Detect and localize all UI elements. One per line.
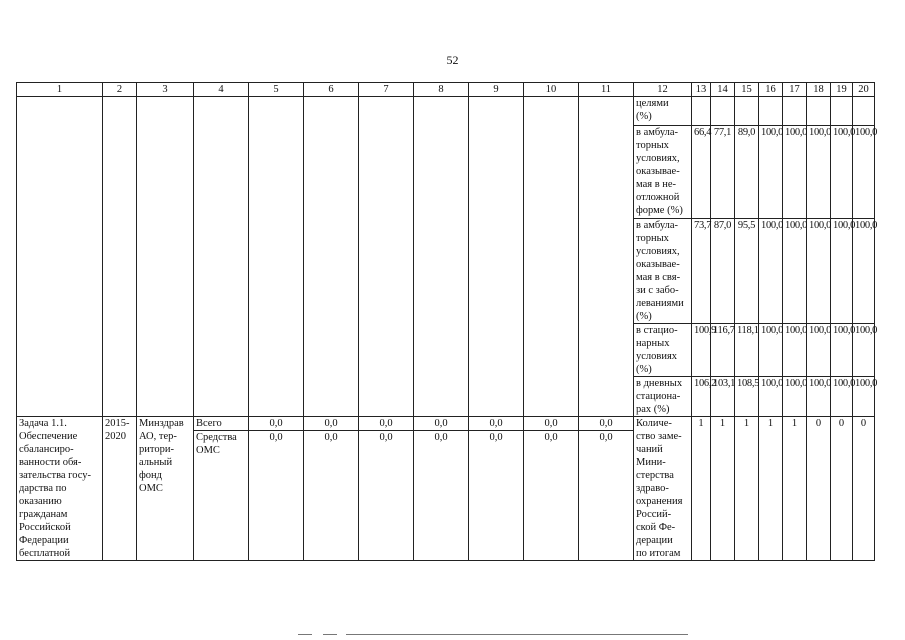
column-number: 15	[735, 83, 759, 97]
task-indicator-value: 0	[807, 417, 831, 561]
funding-value: 0,0	[469, 417, 524, 431]
indicator-value: 100,0	[759, 126, 783, 219]
task-indicator-value: 0	[853, 417, 875, 561]
indicator-label: целями (%)	[634, 97, 692, 126]
column-number: 8	[414, 83, 469, 97]
task-executor: Минздрав АО, тер- ритори- альный фонд ОМС	[137, 417, 194, 561]
indicator-value	[759, 97, 783, 126]
task-indicator-value: 1	[759, 417, 783, 561]
task-period: 2015- 2020	[103, 417, 137, 561]
column-number: 9	[469, 83, 524, 97]
column-number-row	[17, 83, 875, 97]
indicator-value: 100,0	[759, 377, 783, 417]
indicator-value: 100,0	[759, 219, 783, 324]
indicator-value	[807, 97, 831, 126]
column-number: 12	[634, 83, 692, 97]
funding-value: 0,0	[469, 431, 524, 561]
task-indicator-value: 0	[831, 417, 853, 561]
indicator-value: 100,0	[853, 377, 875, 417]
indicator-value: 100,0	[853, 126, 875, 219]
funding-value: 0,0	[414, 417, 469, 431]
indicator-label: в амбула- торных условиях, оказывае- мая в не- отложной форме (%)	[634, 126, 692, 219]
indicator-label: в амбула- торных условиях, оказывае- мая в свя- зи с забо- леваниями (%)	[634, 219, 692, 324]
column-number: 17	[783, 83, 807, 97]
column-number: 5	[249, 83, 304, 97]
funding-source: Всего	[194, 417, 249, 431]
empty-cell	[194, 97, 249, 417]
funding-value: 0,0	[524, 431, 579, 561]
task-row	[17, 417, 875, 431]
indicator-value: 100,9	[692, 324, 711, 377]
indicator-value: 73,7	[692, 219, 711, 324]
empty-cell	[579, 97, 634, 417]
indicator-value	[853, 97, 875, 126]
task-indicator: Количе- ство заме- чаний Мини- стерства здраво- охранения Россий- ской Фе- дерации по итогам	[634, 417, 692, 561]
column-number: 7	[359, 83, 414, 97]
funding-value: 0,0	[249, 417, 304, 431]
task-indicator-value: 1	[692, 417, 711, 561]
indicator-value: 77,1	[711, 126, 735, 219]
indicator-value: 100,0	[783, 126, 807, 219]
scan-line	[346, 634, 688, 635]
indicator-value	[735, 97, 759, 126]
column-number: 16	[759, 83, 783, 97]
indicator-value: 100,0	[807, 219, 831, 324]
indicator-value: 100,0	[831, 126, 853, 219]
column-number: 20	[853, 83, 875, 97]
indicator-row	[17, 97, 875, 126]
indicator-value: 100,0	[831, 377, 853, 417]
page-number: 52	[446, 53, 459, 67]
funding-value: 0,0	[579, 431, 634, 561]
task-indicator-value: 1	[783, 417, 807, 561]
column-number: 18	[807, 83, 831, 97]
indicator-value: 108,5	[735, 377, 759, 417]
column-number: 14	[711, 83, 735, 97]
column-number: 13	[692, 83, 711, 97]
task-indicator-value: 1	[735, 417, 759, 561]
funding-value: 0,0	[414, 431, 469, 561]
indicator-value: 87,0	[711, 219, 735, 324]
indicator-value	[711, 97, 735, 126]
funding-value: 0,0	[304, 417, 359, 431]
column-number: 3	[137, 83, 194, 97]
indicator-value	[692, 97, 711, 126]
task-name: Задача 1.1. Обеспечение сбалансиро- ванности обя- зательства госу- дарства по оказанию гражданам Российской Федерации бесплатной	[17, 417, 103, 561]
column-number: 6	[304, 83, 359, 97]
column-number: 11	[579, 83, 634, 97]
empty-cell	[103, 97, 137, 417]
indicator-value: 100,0	[831, 324, 853, 377]
scan-line	[323, 634, 337, 635]
scan-line	[298, 634, 312, 635]
column-number: 1	[17, 83, 103, 97]
indicator-value: 106,2	[692, 377, 711, 417]
indicator-value: 100,0	[807, 126, 831, 219]
indicator-value: 89,0	[735, 126, 759, 219]
empty-cell	[17, 97, 103, 417]
empty-cell	[469, 97, 524, 417]
column-number: 2	[103, 83, 137, 97]
indicator-value: 100,0	[807, 324, 831, 377]
indicator-value: 100,0	[853, 324, 875, 377]
indicator-label: в стацио- нарных условиях (%)	[634, 324, 692, 377]
indicator-value	[831, 97, 853, 126]
indicator-value: 100,0	[783, 324, 807, 377]
program-table	[16, 82, 878, 561]
indicator-label: в дневных стациона- рах (%)	[634, 377, 692, 417]
funding-value: 0,0	[249, 431, 304, 561]
indicator-value: 100,0	[831, 219, 853, 324]
column-number: 10	[524, 83, 579, 97]
funding-value: 0,0	[359, 417, 414, 431]
indicator-value: 100,0	[807, 377, 831, 417]
indicator-value: 100,0	[759, 324, 783, 377]
empty-cell	[524, 97, 579, 417]
indicator-value: 116,7	[711, 324, 735, 377]
indicator-value: 66,4	[692, 126, 711, 219]
funding-value: 0,0	[359, 431, 414, 561]
indicator-value	[783, 97, 807, 126]
empty-cell	[249, 97, 304, 417]
indicator-value: 95,5	[735, 219, 759, 324]
funding-value: 0,0	[579, 417, 634, 431]
empty-cell	[359, 97, 414, 417]
column-number: 4	[194, 83, 249, 97]
empty-cell	[304, 97, 359, 417]
funding-source: Средства ОМС	[194, 431, 249, 561]
indicator-value: 100,0	[783, 219, 807, 324]
task-indicator-value: 1	[711, 417, 735, 561]
indicator-value: 100,0	[783, 377, 807, 417]
indicator-value: 100,0	[853, 219, 875, 324]
funding-value: 0,0	[304, 431, 359, 561]
indicator-value: 118,1	[735, 324, 759, 377]
empty-cell	[414, 97, 469, 417]
indicator-value: 103,1	[711, 377, 735, 417]
funding-value: 0,0	[524, 417, 579, 431]
empty-cell	[137, 97, 194, 417]
column-number: 19	[831, 83, 853, 97]
